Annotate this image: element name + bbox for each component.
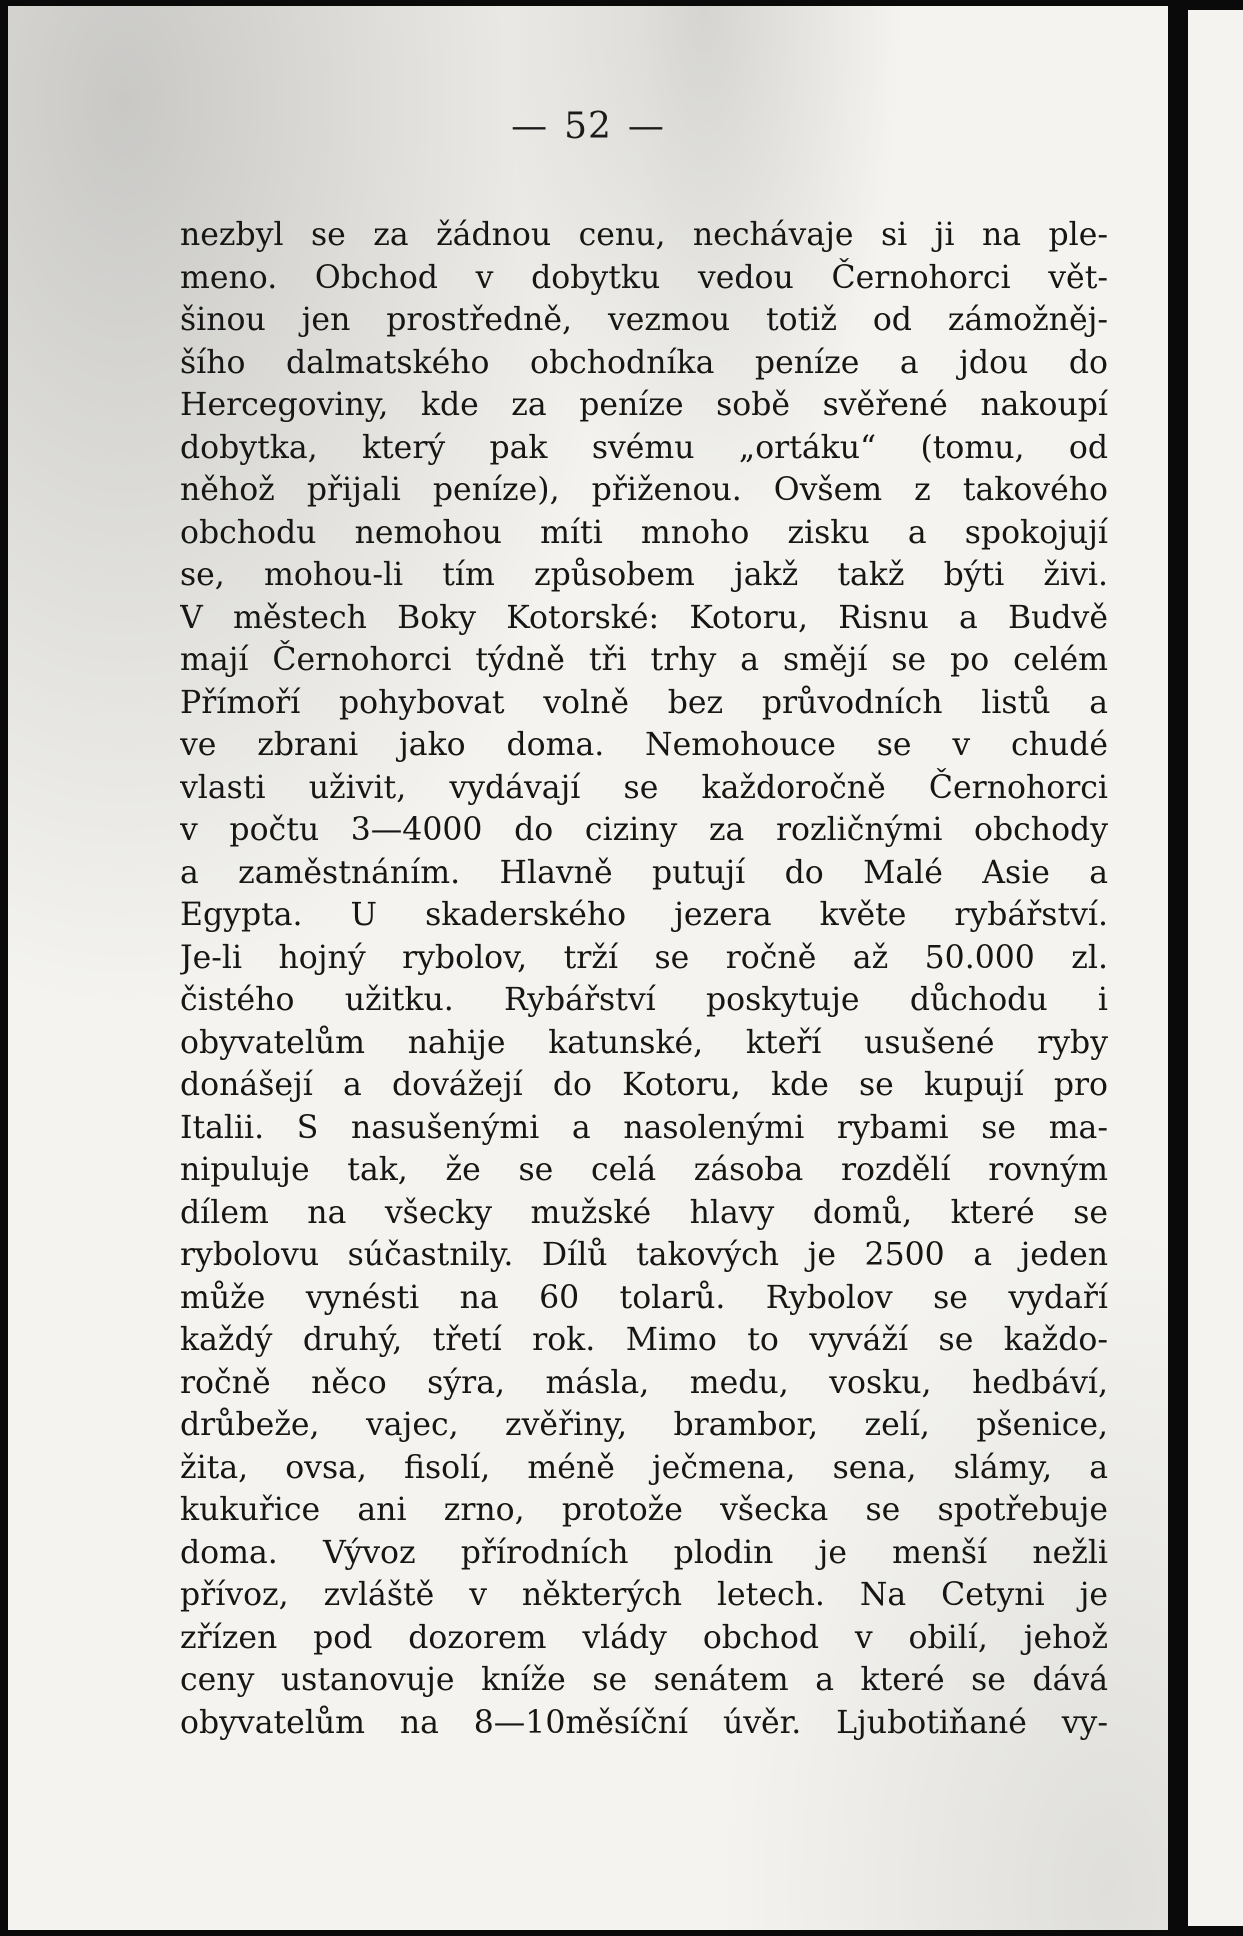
text-line: Italii. S nasušenými a nasolenými rybami se ma- [180,1109,1108,1146]
body-text [180,214,1108,1744]
text-line: vlasti uživit, vydávají se každoročně Černohorci [180,769,1108,806]
text-line: nezbyl se za žádnou cenu, nechávaje si ji na ple- [180,217,1108,253]
text-line: ročně něco sýra, másla, medu, vosku, hedbáví, [180,1364,1108,1401]
text-line: něhož přijali peníze), přiženou. Ovšem z takového [180,472,1108,508]
text-line: kukuřice ani zrno, protože všecka se spotřebuje [180,1492,1108,1528]
book-page [8,6,1168,1930]
text-line: šinou jen prostředně, vezmou totiž od zámožněj- [180,302,1108,338]
text-line: žita, ovsa, fisolí, méně ječmena, sena, slámy, a [180,1449,1108,1486]
text-line: a zaměstnáním. Hlavně putují do Malé Asie a [180,854,1108,891]
text-line: rybolovu súčastnily. Dílů takových je 2500 a jeden [180,1237,1108,1273]
page-number-dash-right: — [627,106,665,147]
text-line: Je-li hojný rybolov, trží se ročně až 50.000 zl. [180,939,1108,976]
text-line: zřízen pod dozorem vlády obchod v obilí, jehož [180,1619,1108,1656]
text-line: ve zbrani jako doma. Nemohouce se v chudé [180,727,1108,763]
text-line: každý druhý, třetí rok. Mimo to vyváží se každo- [180,1322,1108,1358]
text-line: drůbeže, vajec, zvěřiny, brambor, zelí, pšenice, [180,1407,1108,1443]
adjacent-page-edge [1188,10,1243,1926]
text-line: obyvatelům nahije katunské, kteří usušené ryby [180,1024,1108,1061]
text-line: přívoz, zvláště v některých letech. Na Cetyni je [180,1577,1108,1613]
text-line: obyvatelům na 8—10měsíční úvěr. Ljubotiňané vy- [180,1704,1108,1741]
text-line: meno. Obchod v dobytku vedou Černohorci vět- [180,259,1108,296]
page-number-value: 52 [564,106,612,147]
page-number [8,106,1168,147]
text-line: Přímoří pohybovat volně bez průvodních listů a [180,684,1108,721]
text-line: nipuluje tak, že se celá zásoba rozdělí rovným [180,1152,1108,1188]
text-line: čistého užitku. Rybářství poskytuje důchodu i [180,982,1108,1018]
text-line: může vynésti na 60 tolarů. Rybolov se vydaří [180,1279,1108,1316]
text-line: mají Černohorci týdně tři trhy a smějí se po celém [180,642,1108,678]
text-line: doma. Vývoz přírodních plodin je menší nežli [180,1534,1108,1571]
text-line: dobytka, který pak svému „ortáku“ (tomu, od [180,429,1108,466]
text-line: V městech Boky Kotorské: Kotoru, Risnu a Budvě [180,599,1108,636]
page-number-dash-left: — [511,106,549,147]
text-line: šího dalmatského obchodníka peníze a jdou do [180,344,1108,381]
text-line: se, mohou-li tím způsobem jakž takž býti živi. [180,557,1108,593]
text-line: dílem na všecky mužské hlavy domů, které se [180,1194,1108,1231]
text-line: donášejí a dovážejí do Kotoru, kde se kupují pro [180,1067,1108,1103]
text-line: Hercegoviny, kde za peníze sobě svěřené nakoupí [180,387,1108,423]
text-line: ceny ustanovuje kníže se senátem a které se dává [180,1662,1108,1698]
text-line: Egypta. U skaderského jezera květe rybářství. [180,897,1108,933]
text-line: obchodu nemohou míti mnoho zisku a spokojují [180,514,1108,551]
text-line: v počtu 3—4000 do ciziny za rozličnými obchody [180,812,1108,848]
